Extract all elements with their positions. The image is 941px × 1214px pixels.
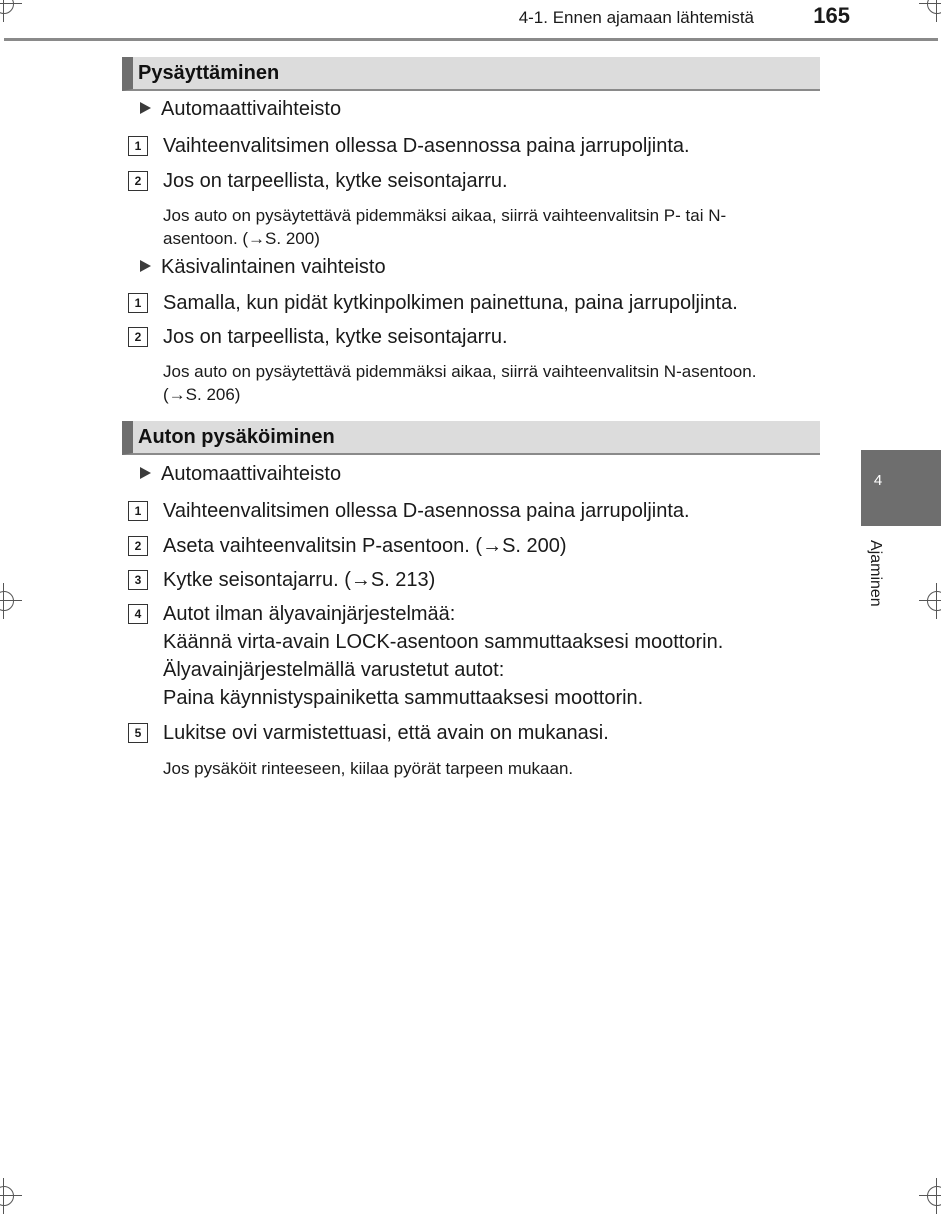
registration-mark-icon (925, 1184, 941, 1208)
step-text: Lukitse ovi varmistettuasi, että avain on mukanasi. (163, 722, 609, 744)
registration-mark-icon (0, 1184, 16, 1208)
step-number-badge: 5 (128, 723, 148, 743)
subhead-manual-transmission: Käsivalintainen vaihteisto (140, 256, 386, 279)
step-text: Vaihteenvalitsimen ollessa D-asennossa paina jarrupoljinta. (163, 500, 690, 522)
step-text: Jos on tarpeellista, kytke seisontajarru. (163, 170, 508, 192)
step-text: Jos on tarpeellista, kytke seisontajarru. (163, 326, 508, 348)
chapter-side-tab (861, 450, 941, 526)
step-number-badge: 2 (128, 536, 148, 556)
triangle-bullet-icon (140, 467, 151, 479)
step-number-badge: 2 (128, 327, 148, 347)
step-text: Kytke seisontajarru. (→S. 213) (163, 569, 436, 591)
note-text: Jos auto on pysäytettävä pidemmäksi aikaa, siirrä vaihteenvalitsin P- tai N- asentoon. (→S. 200) (163, 206, 727, 248)
chapter-title: 4-1. Ennen ajamaan lähtemistä (518, 8, 754, 27)
section-heading-parking: Auton pysäköiminen (122, 421, 820, 455)
registration-mark-icon (925, 589, 941, 613)
triangle-bullet-icon (140, 260, 151, 272)
section-heading-stopping: Pysäyttäminen (122, 57, 820, 91)
page-number: 165 (813, 3, 850, 28)
registration-mark-icon (925, 0, 941, 16)
note-text: Jos auto on pysäytettävä pidemmäksi aikaa, siirrä vaihteenvalitsin N-asentoon. (→S. 206) (163, 362, 757, 404)
step-number-badge: 3 (128, 570, 148, 590)
subhead-automatic-transmission: Automaattivaihteisto (140, 463, 341, 486)
step-text: Aseta vaihteenvalitsin P-asentoon. (→S. 200) (163, 535, 567, 557)
subhead-automatic-transmission: Automaattivaihteisto (140, 98, 341, 121)
chapter-number: 4 (873, 472, 883, 489)
step-number-badge: 4 (128, 604, 148, 624)
step-number-badge: 1 (128, 501, 148, 521)
registration-mark-icon (0, 0, 16, 16)
step-number-badge: 1 (128, 136, 148, 156)
step-text: Samalla, kun pidät kytkinpolkimen painettuna, paina jarrupoljinta. (163, 292, 738, 314)
triangle-bullet-icon (140, 102, 151, 114)
step-text: Vaihteenvalitsimen ollessa D-asennossa paina jarrupoljinta. (163, 135, 690, 157)
step-number-badge: 1 (128, 293, 148, 313)
chapter-side-label: Ajaminen (867, 540, 884, 607)
registration-mark-icon (0, 589, 16, 613)
step-number-badge: 2 (128, 171, 148, 191)
step-text: Autot ilman älyavainjärjestelmää: Käännä virta-avain LOCK-asentoon sammuttaaksesi moottorin. Älyavainjärjestelmällä varustetut autot: Paina käynnistyspainiketta sammuttaaksesi moottorin. (163, 603, 724, 709)
header-rule (4, 38, 938, 41)
note-text: Jos pysäköit rinteeseen, kiilaa pyörät tarpeen mukaan. (163, 759, 574, 778)
